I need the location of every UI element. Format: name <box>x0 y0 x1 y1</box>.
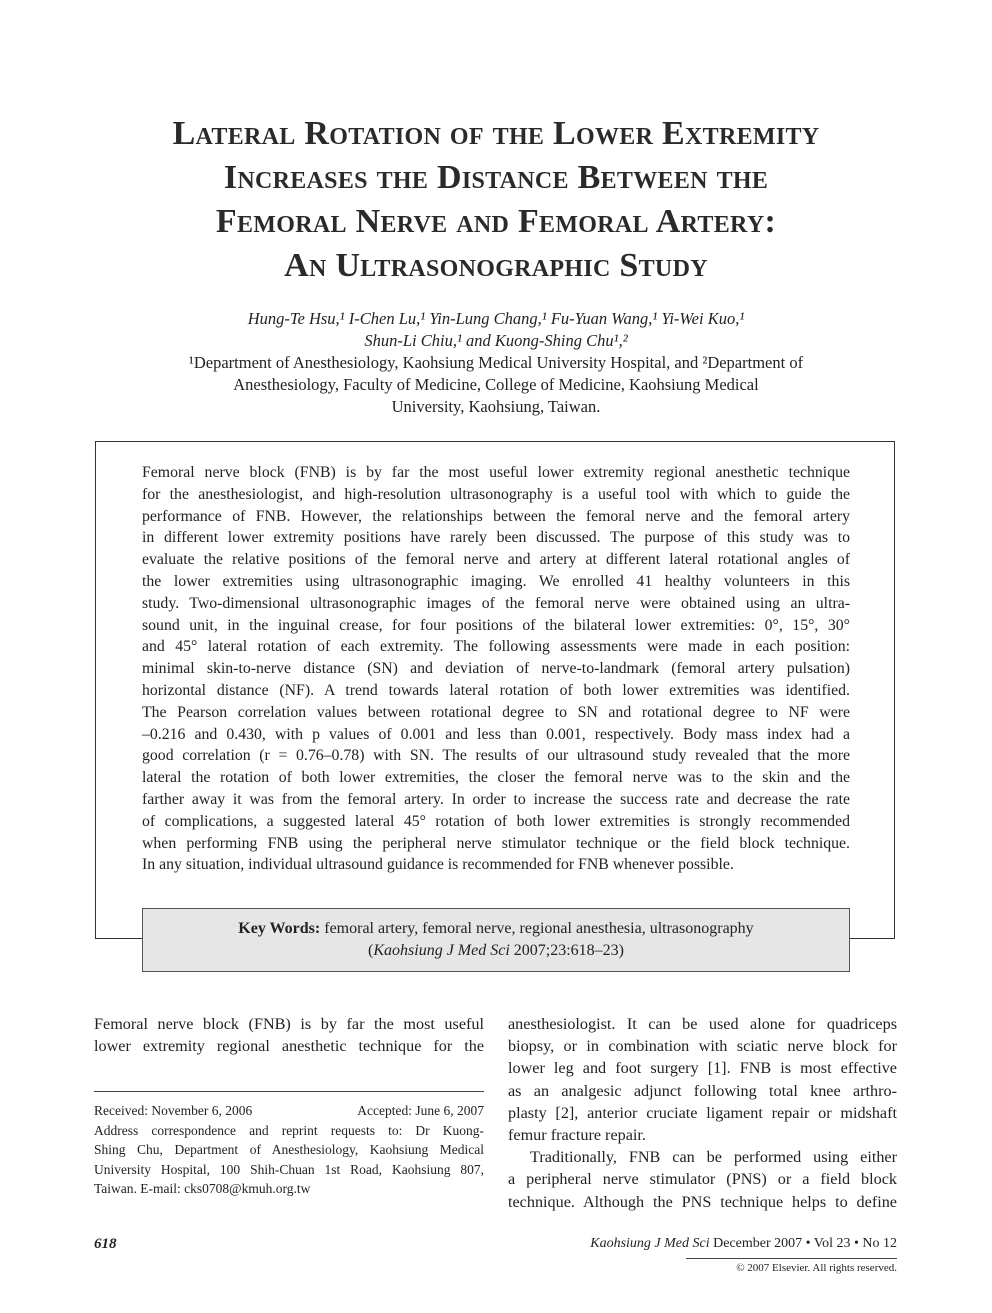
affiliations <box>100 352 892 418</box>
authors-line: Hung-Te Hsu,¹ I-Chen Lu,¹ Yin-Lung Chang,¹ Fu-Yuan Wang,¹ Yi-Wei Kuo,¹ <box>247 309 745 328</box>
abstract-line: when performing FNB using the peripheral nerve stimulator technique or the field block technique. <box>142 834 850 852</box>
abstract-line: sound unit, in the inguinal crease, for four positions of the bilateral lower extremities: 0°, 15°, 30° <box>142 616 850 634</box>
affiliation-line: Anesthesiology, Faculty of Medicine, College of Medicine, Kaohsiung Medical <box>233 375 759 394</box>
keywords-text: femoral artery, femoral nerve, regional anesthesia, ultrasonography <box>324 920 754 937</box>
body-line: Femoral nerve block (FNB) is by far the most useful <box>94 1015 484 1033</box>
copyright: © 2007 Elsevier. All rights reserved. <box>736 1262 897 1274</box>
abstract-line: good correlation (r = 0.76–0.78) with SN. The results of our ultrasound study revealed that the more <box>142 747 850 765</box>
body-line: lower extremity regional anesthetic technique for the <box>94 1037 484 1056</box>
body-left-column <box>94 1013 484 1057</box>
abstract-line: minimal skin-to-nerve distance (SN) and deviation of nerve-to-landmark (femoral artery pulsation) <box>142 660 850 678</box>
body-line: anesthesiologist. It can be used alone for quadriceps <box>508 1015 897 1033</box>
citation <box>143 940 849 962</box>
citation-journal: Kaohsiung J Med Sci <box>373 942 510 959</box>
title-line: Lateral Rotation of the Lower Extremity <box>172 115 820 152</box>
abstract-line: of complications, a suggested lateral 45° rotation of both lower extremities is strongly recommended <box>142 812 850 830</box>
body-right-column <box>508 1013 897 1213</box>
body-line: femur fracture repair. <box>508 1126 646 1145</box>
keywords-box <box>142 908 850 972</box>
footnote-divider <box>94 1091 484 1092</box>
body-line: as an analgesic adjunct following total knee arthro- <box>508 1081 897 1100</box>
correspondence-line: Taiwan. <box>94 1181 137 1196</box>
journal-footer <box>590 1236 897 1252</box>
title-line: Increases the Distance Between the <box>223 159 769 196</box>
affiliation-line: ¹Department of Anesthesiology, Kaohsiung Medical University Hospital, and ²Department of <box>188 353 804 372</box>
abstract-line: study. Two-dimensional ultrasonographic images of the femoral nerve were obtained using an ultra- <box>142 594 850 612</box>
correspondence-line: Shing Chu, Department of Anesthesiology, Kaohsiung Medical <box>94 1142 484 1157</box>
correspondence-line: University Hospital, 100 Shih-Chuan 1st Road, Kaohsiung 807, <box>94 1161 484 1177</box>
abstract-line: The Pearson correlation values between rotational degree to SN and rotational degree to NF were <box>142 703 850 721</box>
abstract <box>142 462 850 876</box>
body-line: lower leg and foot surgery [1]. FNB is most effective <box>508 1059 897 1078</box>
footnote <box>94 1101 484 1199</box>
body-line: technique. Although the PNS technique helps to define <box>508 1192 897 1211</box>
title-line: Femoral Nerve and Femoral Artery: <box>215 203 777 240</box>
keywords-label: Key Words: <box>238 920 321 937</box>
citation-details: 2007;23:618–23) <box>509 942 624 959</box>
abstract-line: horizontal distance (NF). A trend towards lateral rotation of both lower extremities was identified. <box>142 681 850 699</box>
abstract-line: In any situation, individual ultrasound guidance is recommended for FNB whenever possible. <box>142 856 734 874</box>
body-line: plasty [2], anterior cruciate ligament repair or midshaft <box>508 1103 897 1122</box>
body-line: biopsy, or in combination with sciatic nerve block for <box>508 1037 897 1056</box>
title-line: An Ultrasonographic Study <box>284 247 708 284</box>
citation-open: ( <box>368 942 374 959</box>
footer-divider <box>686 1258 897 1259</box>
accepted-date: Accepted: June 6, 2007 <box>357 1103 484 1118</box>
author-list <box>100 308 892 352</box>
received-date: Received: November 6, 2006 <box>94 1103 253 1118</box>
authors-line: Shun-Li Chiu,¹ and Kuong-Shing Chu¹,² <box>364 331 628 350</box>
abstract-line: farther away it was from the femoral artery. In order to increase the success rate and decrease the rate <box>142 790 850 808</box>
correspondence-line: Address correspondence and reprint requests to: Dr Kuong- <box>94 1122 484 1138</box>
abstract-line: and 45° lateral rotation of each extremity. The following assessments were made in each position: <box>142 638 850 656</box>
abstract-line: Femoral nerve block (FNB) is by far the most useful lower extremity regional anesthetic technique <box>142 464 850 481</box>
abstract-line: –0.216 and 0.430, with p values of 0.001 and less than 0.001, respectively. Body mass index had a <box>142 725 850 743</box>
affiliation-line: University, Kaohsiung, Taiwan. <box>391 397 601 416</box>
abstract-line: lateral the rotation of both lower extremities, the closer the femoral nerve was to the skin and the <box>142 769 850 787</box>
abstract-line: for the anesthesiologist, and high-resolution ultrasonography is a useful tool with which to guide the <box>142 485 850 503</box>
abstract-line: evaluate the relative positions of the femoral nerve and artery at different lateral rotational angles of <box>142 551 850 569</box>
journal-name: Kaohsiung J Med Sci <box>590 1236 710 1251</box>
abstract-line: the lower extremities using ultrasonographic imaging. We enrolled 41 healthy volunteers in this <box>142 572 850 590</box>
email: E-mail: cks0708@kmuh.org.tw <box>140 1181 311 1196</box>
abstract-line: performance of FNB. However, the relationships between the femoral nerve and the femoral artery <box>142 507 850 525</box>
page-number: 618 <box>94 1236 117 1252</box>
body-line: Traditionally, FNB can be performed using either <box>530 1148 897 1167</box>
body-line: a peripheral nerve stimulator (PNS) or a field block <box>508 1170 897 1189</box>
journal-issue: December 2007 • Vol 23 • No 12 <box>709 1236 897 1251</box>
article-title <box>60 112 932 288</box>
abstract-line: in different lower extremity positions have rarely been discussed. The purpose of this study was to <box>142 529 850 547</box>
